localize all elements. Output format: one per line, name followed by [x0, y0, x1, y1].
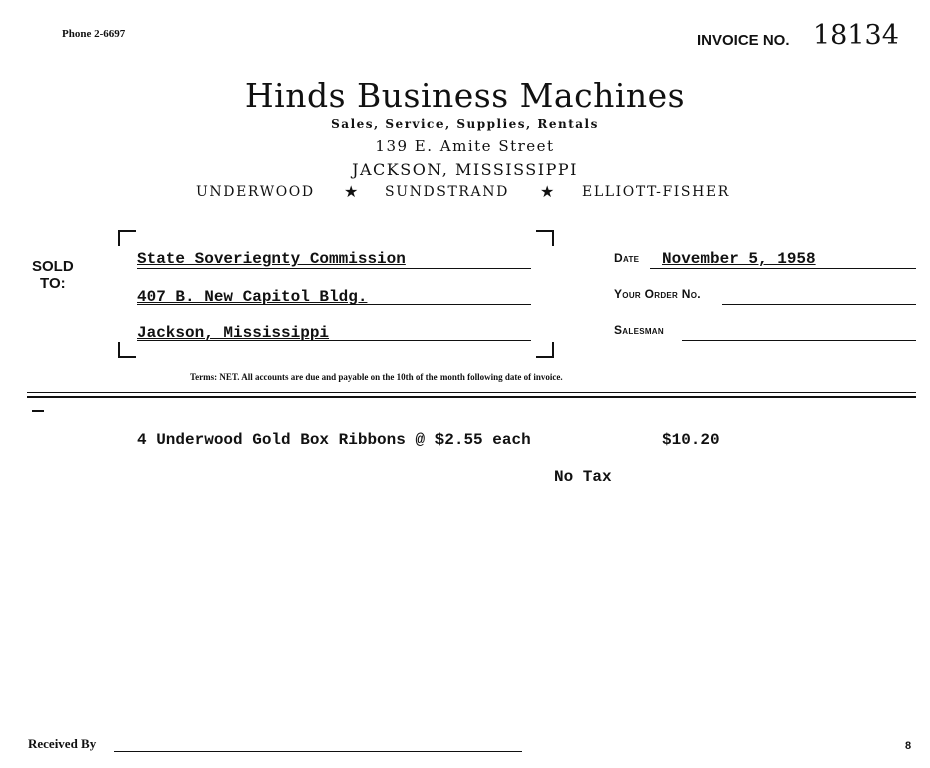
sold-to-city: Jackson, Mississippi — [137, 324, 330, 342]
company-tagline: Sales, Service, Supplies, Rentals — [331, 117, 599, 131]
sold-to-label-line1: SOLD — [32, 258, 74, 275]
date-rule — [650, 268, 916, 269]
order-number-label: Your Order No. — [614, 287, 701, 301]
signature-rule — [114, 751, 522, 752]
address-bracket-top-right — [536, 230, 554, 246]
address-bracket-bottom-left — [118, 342, 136, 358]
address-rule — [137, 304, 531, 305]
date-value: November 5, 1958 — [662, 250, 816, 268]
page-mark: 8 — [905, 740, 912, 752]
star-icon: ★ — [344, 182, 359, 201]
payment-terms: Terms: NET. All accounts are due and payable on the 10th of the month following date of invoice. — [190, 372, 563, 382]
phone-number: Phone 2-6697 — [62, 28, 126, 40]
received-by-label: Received By — [28, 736, 97, 751]
sold-to-label — [32, 258, 74, 292]
brand-underwood: UNDERWOOD — [196, 184, 315, 200]
line-item-description: 4 Underwood Gold Box Ribbons @ $2.55 each — [137, 431, 531, 449]
salesman-label: Salesman — [614, 323, 664, 337]
margin-mark — [32, 410, 44, 412]
company-street: 139 E. Amite Street — [375, 137, 555, 155]
address-rule — [137, 340, 531, 341]
address-bracket-bottom-right — [536, 342, 554, 358]
tax-note: No Tax — [554, 468, 612, 486]
address-rule — [137, 268, 531, 269]
brand-sundstrand: SUNDSTRAND — [385, 184, 509, 200]
salesman-rule — [682, 340, 916, 341]
company-city: JACKSON, MISSISSIPPI — [352, 160, 578, 179]
sold-to-label-line2: TO: — [40, 275, 66, 292]
sold-to-street: 407 B. New Capitol Bldg. — [137, 288, 368, 306]
invoice-number: 18134 — [813, 20, 899, 51]
invoice-number-label: INVOICE NO. — [697, 32, 790, 49]
sold-to-name: State Soveriegnty Commission — [137, 250, 406, 268]
company-name: Hinds Business Machines — [244, 76, 686, 115]
order-number-rule — [722, 304, 916, 305]
separator-rule-bottom — [27, 396, 916, 398]
separator-rule-top — [27, 392, 916, 393]
line-item-amount: $10.20 — [662, 431, 720, 449]
date-label: Date — [614, 251, 640, 265]
address-bracket-top-left — [118, 230, 136, 246]
star-icon: ★ — [540, 182, 555, 201]
brand-elliott-fisher: ELLIOTT-FISHER — [582, 184, 730, 200]
